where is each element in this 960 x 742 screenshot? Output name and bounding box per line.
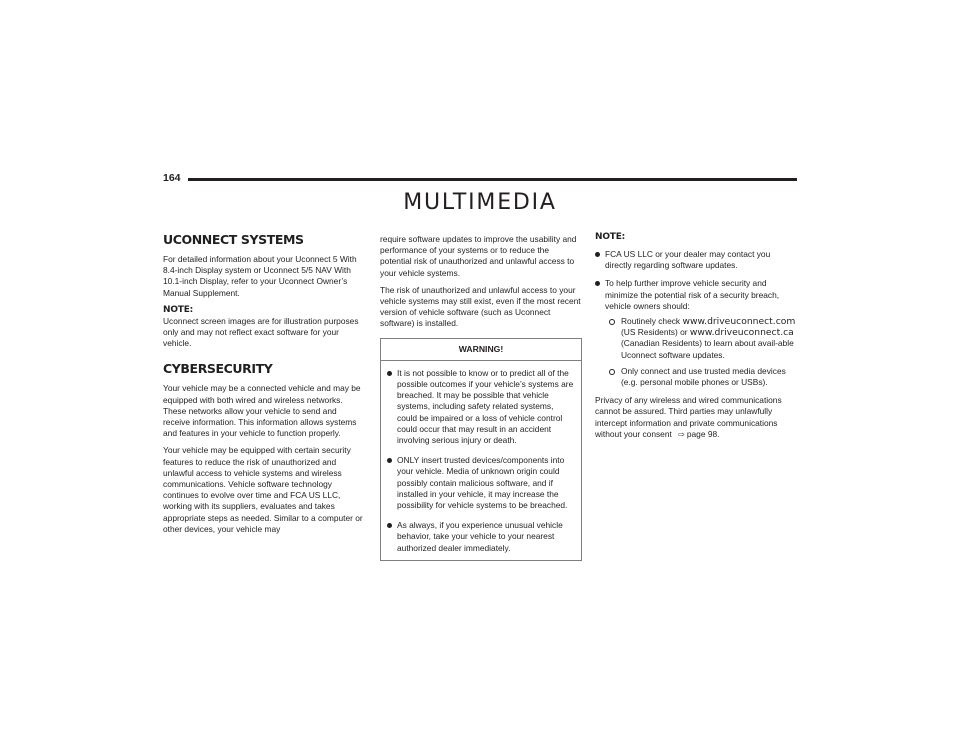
warning-item: It is not possible to know or to predict all of the possible outcomes if your vehicle’s systems are breached. It may be possible that vehicle systems, including safety related systems, could be impaired or a loss of vehicle control could occur that may result in an accident involving serious injury or death. <box>387 368 575 446</box>
privacy-text: Privacy of any wireless and wired communications cannot be assured. Third parties may unlawfully intercept information and private communications without your consent <box>595 395 782 439</box>
page-ref-arrow-icon: ⇨ <box>678 429 685 439</box>
column-middle <box>380 234 582 561</box>
chapter-title: MULTIMEDIA <box>403 190 557 215</box>
subitem-text: Routinely check <box>621 316 683 327</box>
section-heading-cybersecurity: CYBERSECURITY <box>163 361 273 377</box>
warning-title: WARNING! <box>381 339 581 361</box>
paragraph-privacy <box>595 395 798 440</box>
paragraph-risk: The risk of unauthorized and unlawful access to your vehicle systems may still exist, even if the most recent version of vehicle software (such as Uconnect software) is installed. <box>380 284 581 329</box>
note-sublist <box>605 316 798 388</box>
link-driveuconnect-ca[interactable]: www.driveuconnect.ca <box>689 327 794 339</box>
note-list <box>595 249 798 388</box>
paragraph-software-updates: require software updates to improve the usability and performance of your systems or to reduce the potential risk of unauthorized and unlawful access to your vehicle systems. <box>380 234 577 278</box>
header-rule <box>188 178 797 181</box>
subitem-text: (Canadian Residents) to learn about avail-able Uconnect software updates. <box>621 338 794 360</box>
paragraph-uconnect-info: For detailed information about your Uconnect 5 With 8.4-inch Display system or Uconnect 5/5 NAV With 10.1-inch Display, refer to your Uconnect Owner’s Manual Supplement. <box>163 254 357 298</box>
section-heading-uconnect: UCONNECT SYSTEMS <box>163 232 304 247</box>
note-item-security-text: To help further improve vehicle security and minimize the potential risk of a security breach, vehicle owners should: <box>605 278 780 311</box>
paragraph-connected-vehicle: Your vehicle may be a connected vehicle and may be equipped with both wired and wireless networks. These networks allow your vehicle to send and receive information. This information allows systems and features in your vehicle to function properly. <box>163 383 361 439</box>
subitem-trusted-media: Only connect and use trusted media devices (e.g. personal mobile phones or USBs). <box>605 366 798 388</box>
note-label: NOTE: <box>595 232 626 242</box>
page-number: 164 <box>163 172 181 184</box>
subitem-check-updates <box>605 316 798 361</box>
column-left <box>163 232 365 541</box>
note-block <box>595 249 798 388</box>
note-text: Uconnect screen images are for illustration purposes only and may not reflect exact software for your vehicle. <box>163 315 359 349</box>
warning-item: As always, if you experience unusual vehicle behavior, take your vehicle to your nearest authorized dealer immediately. <box>387 520 575 554</box>
paragraph-security-features: Your vehicle may be equipped with certain security features to reduce the risk of unauthorized and unlawful access to vehicle systems and wireless communications. Vehicle software technology continues to evolve over time and FCA US LLC, working with its suppliers, evaluates and takes appropriate steps as needed. Similar to a computer or other devices, your vehicle may <box>163 445 363 534</box>
warning-list <box>387 368 575 554</box>
note-label: NOTE: <box>163 304 194 315</box>
warning-box <box>380 338 582 561</box>
link-driveuconnect-com[interactable]: www.driveuconnect.com <box>682 316 796 328</box>
note-item-security <box>595 278 798 388</box>
warning-item: ONLY insert trusted devices/components into your vehicle. Media of unknown origin could possibly contain malicious software, and if installed in your vehicle, it may increase the possibility for vehicle systems to be breached. <box>387 455 575 511</box>
column-right <box>595 232 798 446</box>
note-item-dealer-contact: FCA US LLC or your dealer may contact you directly regarding software updates. <box>595 249 798 271</box>
page-ref-link[interactable]: page 98. <box>686 428 720 439</box>
subitem-text: (US Residents) or <box>621 327 690 338</box>
